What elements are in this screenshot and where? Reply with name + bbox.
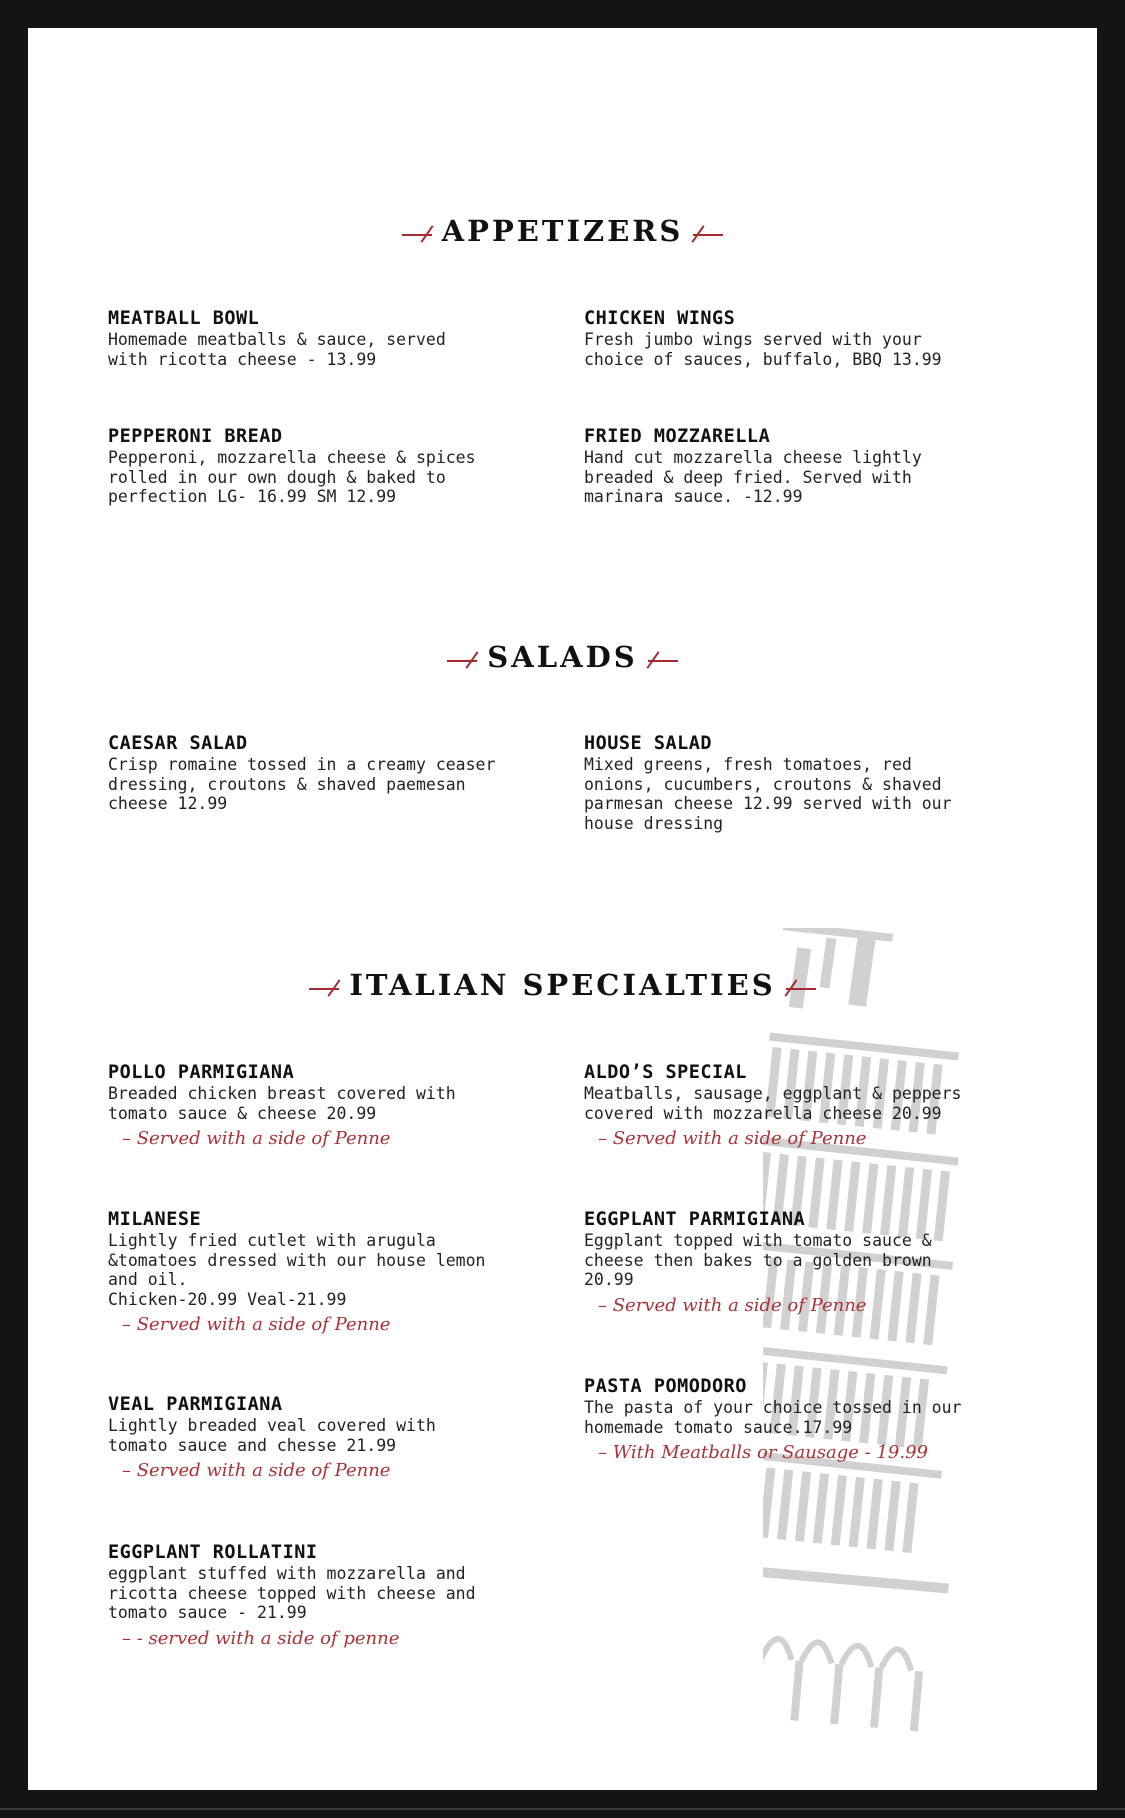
item-description: Lightly fried cutlet with arugula &tomatoes dressed with our house lemon and oil. Chicken-20.99 Veal-21.99: [108, 1231, 486, 1309]
menu-item: [108, 426, 528, 507]
item-name: MILANESE: [108, 1209, 202, 1230]
item-name: POLLO PARMIGIANA: [108, 1062, 295, 1083]
heading-ornament-left: [447, 649, 477, 669]
item-name: PASTA POMODORO: [584, 1376, 747, 1397]
item-name: VEAL PARMIGIANA: [108, 1394, 283, 1415]
section-title: SALADS: [487, 640, 638, 674]
leaning-tower-of-pisa-icon: [763, 928, 1063, 1788]
menu-item: [584, 733, 1004, 833]
item-description: Lightly breaded veal covered with tomato sauce and chesse 21.99: [108, 1416, 436, 1455]
item-description: Mixed greens, fresh tomatoes, red onions, cucumbers, croutons & shaved parmesan cheese 12.99 served with our house dressing: [584, 755, 952, 833]
item-name: PEPPERONI BREAD: [108, 426, 283, 447]
item-description: eggplant stuffed with mozzarella and ricotta cheese topped with cheese and tomato sauce - 21.99: [108, 1564, 476, 1622]
menu-item: [584, 1376, 1004, 1465]
menu-item: [108, 1209, 528, 1337]
page-bottom-divider: [0, 1808, 1125, 1810]
item-side-note: – Served with a side of Penne: [122, 1460, 391, 1481]
item-side-note: – With Meatballs or Sausage - 19.99: [598, 1442, 929, 1463]
section-heading-salads: [28, 640, 1097, 674]
menu-item: [584, 426, 1004, 507]
menu-item: [108, 1542, 528, 1651]
menu-item: [584, 1062, 1004, 1151]
menu-item: [584, 1209, 1004, 1318]
item-description: Pepperoni, mozzarella cheese & spices rolled in our own dough & baked to perfection LG- 16.99 SM 12.99: [108, 448, 476, 506]
heading-ornament-left: [309, 977, 339, 997]
heading-ornament-right: [693, 223, 723, 243]
item-name: CHICKEN WINGS: [584, 308, 736, 329]
menu-item: [108, 1062, 528, 1151]
item-side-note: – Served with a side of Penne: [598, 1294, 867, 1316]
item-description: Meatballs, sausage, eggplant & peppers covered with mozzarella cheese 20.99: [584, 1084, 962, 1123]
item-name: HOUSE SALAD: [584, 733, 713, 754]
item-side-note: – Served with a side of Penne: [598, 1128, 867, 1149]
menu-item: [108, 308, 528, 369]
item-description: Fresh jumbo wings served with your choice of sauces, buffalo, BBQ 13.99: [584, 330, 942, 369]
item-description: Crisp romaine tossed in a creamy ceaser dressing, croutons & shaved paemesan cheese 12.99: [108, 755, 496, 813]
item-name: ALDO’S SPECIAL: [584, 1062, 747, 1083]
menu-item: [108, 733, 528, 814]
item-name: CAESAR SALAD: [108, 733, 248, 754]
item-description: The pasta of your choice tossed in our homemade tomato sauce.17.99: [584, 1398, 962, 1437]
item-name: FRIED MOZZARELLA: [584, 426, 771, 447]
item-description: Breaded chicken breast covered with tomato sauce & cheese 20.99: [108, 1084, 456, 1123]
menu-item: [108, 1394, 528, 1483]
section-heading-italian-specialties: [28, 968, 1097, 1002]
section-heading-appetizers: [28, 214, 1097, 248]
section-title: ITALIAN SPECIALTIES: [349, 968, 776, 1002]
item-name: EGGPLANT PARMIGIANA: [584, 1209, 806, 1230]
menu-page: [28, 28, 1097, 1790]
item-description: Homemade meatballs & sauce, served with ricotta cheese - 13.99: [108, 330, 446, 369]
menu-item: [584, 308, 1004, 369]
item-side-note: – Served with a side of Penne: [122, 1128, 391, 1149]
heading-ornament-left: [402, 223, 432, 243]
item-description: Eggplant topped with tomato sauce & cheese then bakes to a golden brown 20.99: [584, 1231, 932, 1289]
heading-ornament-right: [786, 977, 816, 997]
section-title: APPETIZERS: [441, 214, 684, 248]
item-side-note: – - served with a side of penne: [122, 1627, 400, 1649]
heading-ornament-right: [648, 649, 678, 669]
item-description: Hand cut mozzarella cheese lightly breaded & deep fried. Served with marinara sauce. -12.99: [584, 448, 922, 506]
item-name: EGGPLANT ROLLATINI: [108, 1542, 318, 1563]
item-side-note: – Served with a side of Penne: [122, 1314, 391, 1335]
item-name: MEATBALL BOWL: [108, 308, 260, 329]
